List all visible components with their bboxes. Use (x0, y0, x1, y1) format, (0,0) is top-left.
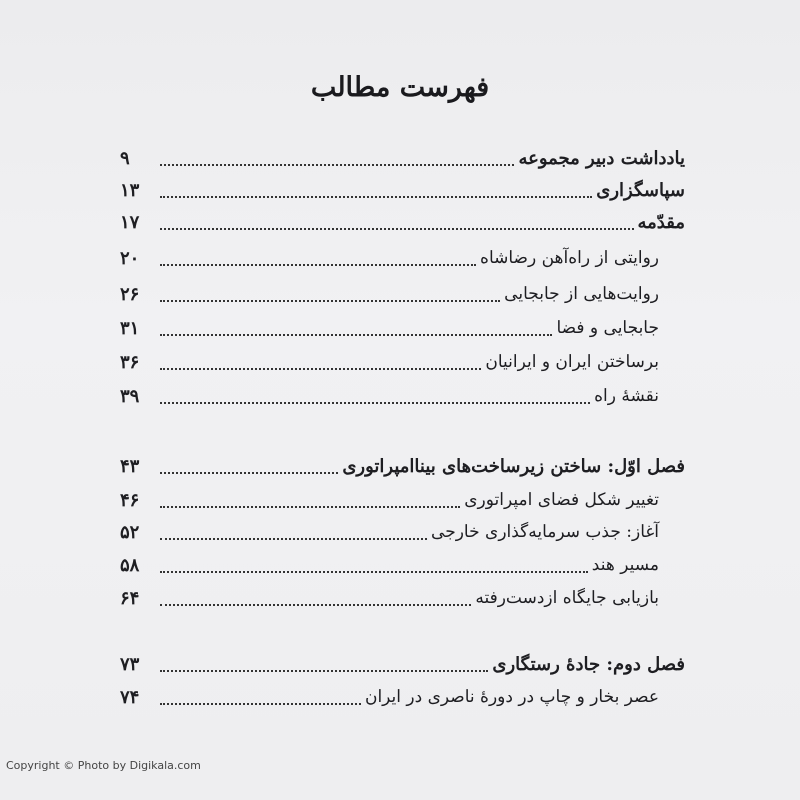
dot-leader (160, 368, 481, 370)
dot-leader (160, 670, 488, 672)
toc-entry-label: فصل دوم: جادهٔ رستگاری (492, 653, 685, 675)
toc-entry-page: ۶۴ (120, 587, 140, 609)
toc-entry-page: ۵۲ (120, 521, 140, 543)
toc-entry (120, 516, 685, 548)
dot-leader (160, 604, 471, 606)
toc-entry (120, 278, 685, 310)
toc-entry-page: ۳۶ (120, 351, 140, 373)
toc-entry-label: فصل اوّل: ساختن زیرساخت‌های بیناامپراتوری (342, 455, 685, 477)
toc-entry-page: ۴۳ (120, 455, 140, 477)
toc-entry (120, 346, 685, 378)
toc-entry-page: ۱۷ (120, 211, 140, 233)
dot-leader (160, 402, 590, 404)
toc-entry-label: نقشهٔ راه (594, 386, 659, 406)
toc-entry (120, 174, 685, 206)
toc-entry-label: برساختن ایران و ایرانیان (485, 352, 659, 372)
dot-leader (160, 538, 427, 540)
dot-leader (160, 164, 514, 166)
toc-entry (120, 681, 685, 713)
toc-entry-label: مسیر هند (591, 555, 659, 575)
toc-entry-label: آغاز: جذب سرمایه‌گذاری خارجی (431, 522, 659, 542)
toc-entry (120, 242, 685, 274)
dot-leader (160, 506, 460, 508)
toc-entry-page: ۵۸ (120, 554, 140, 576)
toc-entry-page: ۳۱ (120, 317, 140, 339)
dot-leader (160, 228, 634, 230)
toc-entry-label: عصر بخار و چاپ در دورهٔ ناصری در ایران (364, 687, 659, 707)
toc-entry-label: روایت‌هایی از جابجایی (504, 284, 659, 304)
toc-entry-label: یادداشت دبیر مجموعه (518, 147, 685, 169)
dot-leader (160, 264, 476, 266)
copyright-watermark: Copyright © Photo by Digikala.com (6, 759, 201, 772)
toc-entry-label: سپاسگزاری (596, 179, 685, 201)
toc-entry (120, 450, 685, 482)
toc-entry-label: جابجایی و فضا (556, 318, 659, 338)
dot-leader (160, 300, 500, 302)
toc-entry (120, 206, 685, 238)
toc-entry (120, 582, 685, 614)
toc-entry-page: ۱۳ (120, 179, 140, 201)
toc-entry (120, 549, 685, 581)
toc-entry (120, 648, 685, 680)
toc-entry-label: مقدّمه (637, 211, 685, 233)
dot-leader (160, 334, 552, 336)
toc-entry-page: ۹ (120, 147, 130, 169)
dot-leader (160, 571, 588, 573)
toc-entry-page: ۴۶ (120, 489, 140, 511)
toc-entry (120, 142, 685, 174)
page-title: فهرست مطالب (310, 72, 490, 103)
toc-entry-page: ۳۹ (120, 385, 140, 407)
dot-leader (160, 703, 361, 705)
toc-entry-page: ۷۳ (120, 653, 140, 675)
toc-entry (120, 484, 685, 516)
toc-entry-label: تغییر شکل فضای امپراتوری (464, 490, 659, 510)
toc-entry-label: بازیابی جایگاه ازدست‌رفته (475, 588, 659, 608)
toc-entry-page: ۷۴ (120, 686, 140, 708)
toc-entry (120, 380, 685, 412)
toc-entry (120, 312, 685, 344)
toc-entry-page: ۲۰ (120, 247, 140, 269)
toc-entry-label: روایتی از راه‌آهن رضاشاه (480, 248, 659, 268)
dot-leader (160, 196, 592, 198)
toc-entry-page: ۲۶ (120, 283, 140, 305)
dot-leader (160, 472, 338, 474)
